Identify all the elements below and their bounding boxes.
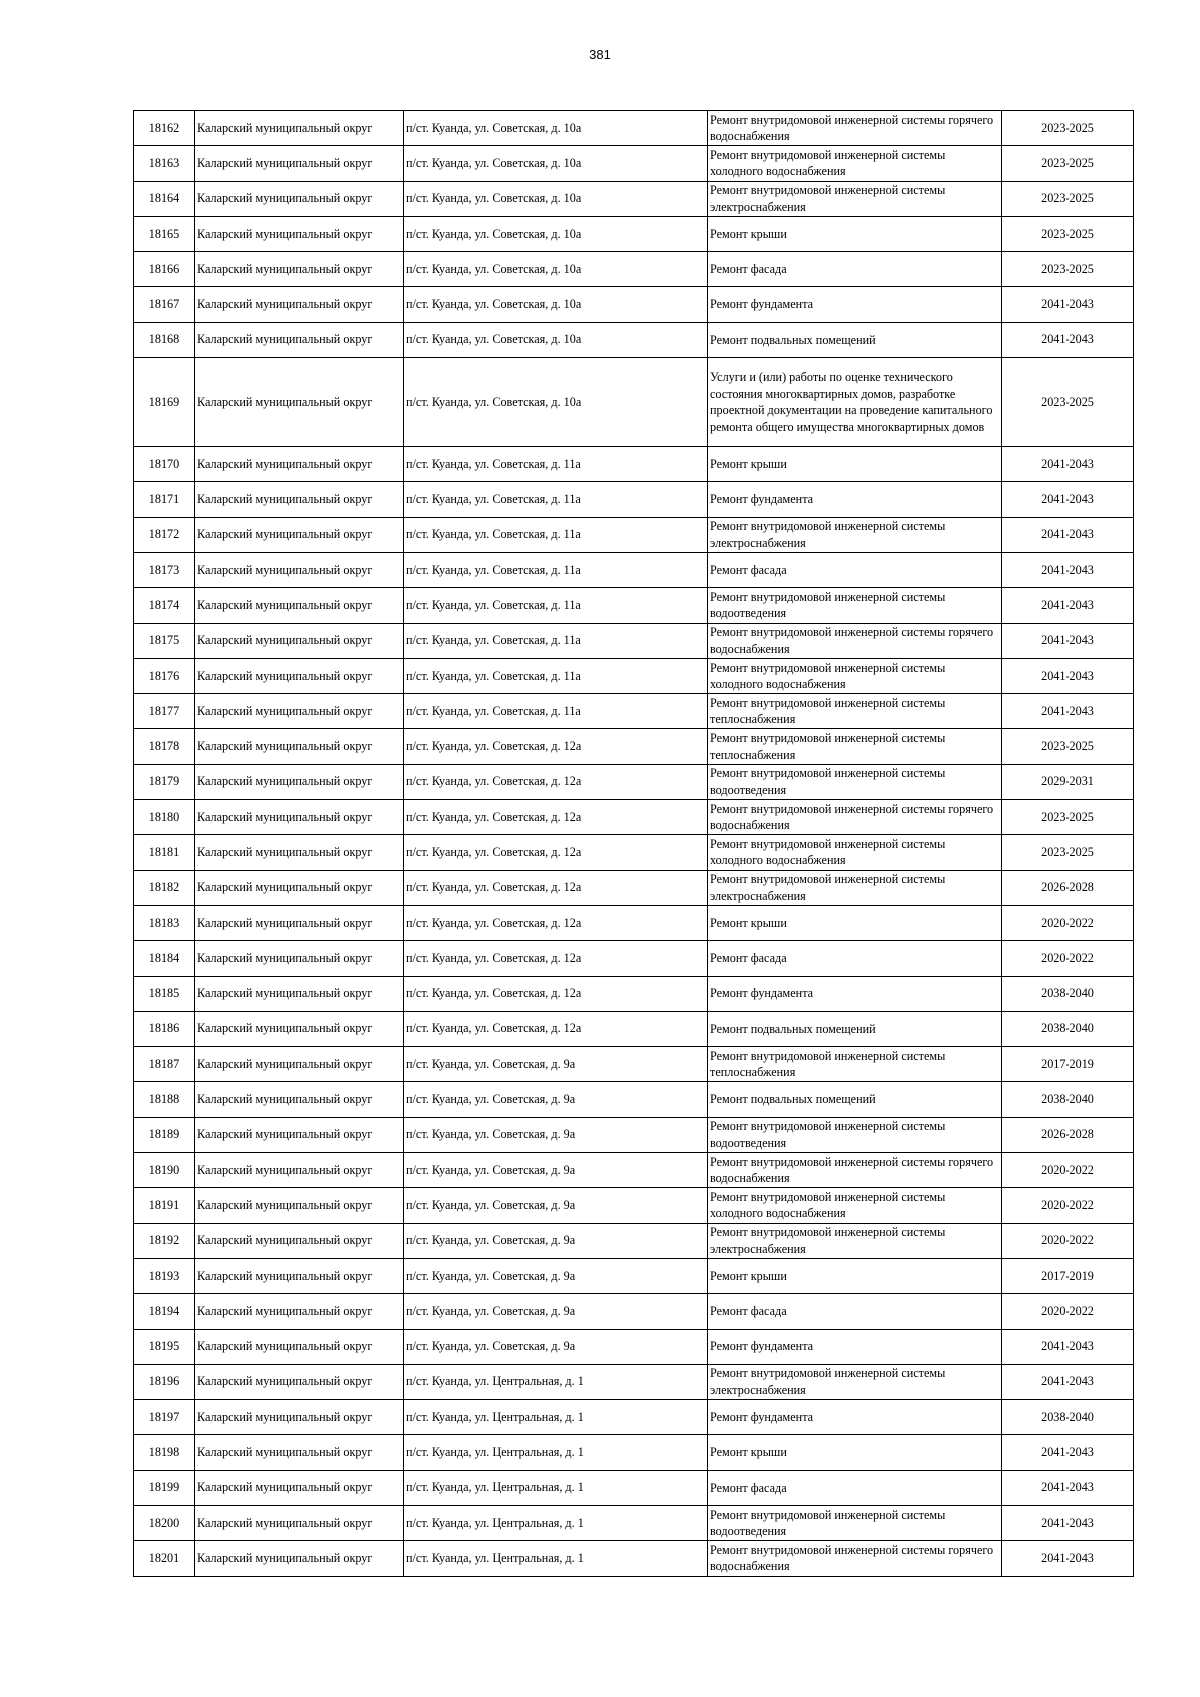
work-type-cell: Ремонт внутридомовой инженерной системы теплоснабжения	[708, 1047, 1002, 1082]
work-type-cell: Ремонт фасада	[708, 1294, 1002, 1329]
row-number-cell: 18184	[134, 941, 195, 976]
table-row	[134, 941, 1134, 976]
row-number-cell: 18162	[134, 111, 195, 146]
period-cell: 2041-2043	[1002, 588, 1134, 623]
row-number-cell: 18178	[134, 729, 195, 764]
address-cell: п/ст. Куанда, ул. Советская, д. 10а	[404, 111, 708, 146]
address-cell: п/ст. Куанда, ул. Советская, д. 9а	[404, 1329, 708, 1364]
table-row	[134, 1011, 1134, 1046]
period-cell: 2041-2043	[1002, 482, 1134, 517]
municipality-cell: Каларский муниципальный округ	[195, 447, 404, 482]
period-cell: 2026-2028	[1002, 1117, 1134, 1152]
work-type-cell: Ремонт внутридомовой инженерной системы горячего водоснабжения	[708, 111, 1002, 146]
work-type-cell: Ремонт внутридомовой инженерной системы холодного водоснабжения	[708, 835, 1002, 870]
table-row	[134, 976, 1134, 1011]
municipality-cell: Каларский муниципальный округ	[195, 623, 404, 658]
row-number-cell: 18174	[134, 588, 195, 623]
address-cell: п/ст. Куанда, ул. Центральная, д. 1	[404, 1400, 708, 1435]
address-cell: п/ст. Куанда, ул. Советская, д. 10а	[404, 181, 708, 216]
address-cell: п/ст. Куанда, ул. Советская, д. 12а	[404, 800, 708, 835]
period-cell: 2041-2043	[1002, 1541, 1134, 1576]
municipality-cell: Каларский муниципальный округ	[195, 905, 404, 940]
period-cell: 2041-2043	[1002, 1505, 1134, 1540]
address-cell: п/ст. Куанда, ул. Советская, д. 10а	[404, 358, 708, 447]
period-cell: 2023-2025	[1002, 835, 1134, 870]
period-cell: 2023-2025	[1002, 216, 1134, 251]
municipality-cell: Каларский муниципальный округ	[195, 764, 404, 799]
period-cell: 2041-2043	[1002, 1329, 1134, 1364]
address-cell: п/ст. Куанда, ул. Центральная, д. 1	[404, 1470, 708, 1505]
work-type-cell: Ремонт внутридомовой инженерной системы холодного водоснабжения	[708, 1188, 1002, 1223]
work-type-cell: Ремонт фундамента	[708, 1400, 1002, 1435]
municipality-cell: Каларский муниципальный округ	[195, 1188, 404, 1223]
period-cell: 2023-2025	[1002, 146, 1134, 181]
table-row	[134, 1117, 1134, 1152]
period-cell: 2020-2022	[1002, 1188, 1134, 1223]
work-type-cell: Ремонт фасада	[708, 552, 1002, 587]
table-row	[134, 146, 1134, 181]
page-number: 381	[589, 47, 611, 62]
table-row	[134, 358, 1134, 447]
row-number-cell: 18168	[134, 322, 195, 357]
work-type-cell: Ремонт фасада	[708, 1470, 1002, 1505]
row-number-cell: 18186	[134, 1011, 195, 1046]
row-number-cell: 18185	[134, 976, 195, 1011]
table-row	[134, 800, 1134, 835]
address-cell: п/ст. Куанда, ул. Советская, д. 10а	[404, 146, 708, 181]
address-cell: п/ст. Куанда, ул. Советская, д. 12а	[404, 976, 708, 1011]
period-cell: 2041-2043	[1002, 1470, 1134, 1505]
row-number-cell: 18164	[134, 181, 195, 216]
address-cell: п/ст. Куанда, ул. Советская, д. 12а	[404, 870, 708, 905]
work-type-cell: Ремонт внутридомовой инженерной системы водоотведения	[708, 1505, 1002, 1540]
table-row	[134, 588, 1134, 623]
work-type-cell: Ремонт внутридомовой инженерной системы теплоснабжения	[708, 694, 1002, 729]
address-cell: п/ст. Куанда, ул. Советская, д. 11а	[404, 517, 708, 552]
row-number-cell: 18167	[134, 287, 195, 322]
table-row	[134, 322, 1134, 357]
row-number-cell: 18188	[134, 1082, 195, 1117]
table-row	[134, 447, 1134, 482]
period-cell: 2023-2025	[1002, 111, 1134, 146]
table-row	[134, 1470, 1134, 1505]
row-number-cell: 18197	[134, 1400, 195, 1435]
work-type-cell: Ремонт фундамента	[708, 976, 1002, 1011]
period-cell: 2017-2019	[1002, 1258, 1134, 1293]
address-cell: п/ст. Куанда, ул. Советская, д. 9а	[404, 1047, 708, 1082]
work-type-cell: Ремонт внутридомовой инженерной системы водоотведения	[708, 588, 1002, 623]
period-cell: 2041-2043	[1002, 322, 1134, 357]
work-type-cell: Ремонт внутридомовой инженерной системы электроснабжения	[708, 1364, 1002, 1399]
municipality-cell: Каларский муниципальный округ	[195, 552, 404, 587]
address-cell: п/ст. Куанда, ул. Советская, д. 9а	[404, 1153, 708, 1188]
table-row	[134, 1223, 1134, 1258]
municipality-cell: Каларский муниципальный округ	[195, 1470, 404, 1505]
work-type-cell: Ремонт внутридомовой инженерной системы горячего водоснабжения	[708, 1153, 1002, 1188]
period-cell: 2029-2031	[1002, 764, 1134, 799]
municipality-cell: Каларский муниципальный округ	[195, 1258, 404, 1293]
work-type-cell: Ремонт внутридомовой инженерной системы электроснабжения	[708, 181, 1002, 216]
period-cell: 2041-2043	[1002, 623, 1134, 658]
row-number-cell: 18195	[134, 1329, 195, 1364]
table-row	[134, 1435, 1134, 1470]
table-row	[134, 764, 1134, 799]
municipality-cell: Каларский муниципальный округ	[195, 252, 404, 287]
municipality-cell: Каларский муниципальный округ	[195, 216, 404, 251]
period-cell: 2041-2043	[1002, 287, 1134, 322]
period-cell: 2020-2022	[1002, 1153, 1134, 1188]
work-type-cell: Ремонт внутридомовой инженерной системы электроснабжения	[708, 870, 1002, 905]
work-type-cell: Ремонт крыши	[708, 447, 1002, 482]
period-cell: 2041-2043	[1002, 694, 1134, 729]
address-cell: п/ст. Куанда, ул. Советская, д. 11а	[404, 694, 708, 729]
address-cell: п/ст. Куанда, ул. Советская, д. 9а	[404, 1082, 708, 1117]
table-row	[134, 1047, 1134, 1082]
municipality-cell: Каларский муниципальный округ	[195, 1364, 404, 1399]
table-row	[134, 729, 1134, 764]
municipality-cell: Каларский муниципальный округ	[195, 1082, 404, 1117]
table-row	[134, 1329, 1134, 1364]
municipality-cell: Каларский муниципальный округ	[195, 870, 404, 905]
row-number-cell: 18190	[134, 1153, 195, 1188]
table-row	[134, 1153, 1134, 1188]
period-cell: 2038-2040	[1002, 1082, 1134, 1117]
period-cell: 2041-2043	[1002, 1364, 1134, 1399]
address-cell: п/ст. Куанда, ул. Советская, д. 11а	[404, 658, 708, 693]
address-cell: п/ст. Куанда, ул. Советская, д. 12а	[404, 941, 708, 976]
work-type-cell: Ремонт внутридомовой инженерной системы теплоснабжения	[708, 729, 1002, 764]
address-cell: п/ст. Куанда, ул. Советская, д. 12а	[404, 1011, 708, 1046]
row-number-cell: 18165	[134, 216, 195, 251]
work-type-cell: Ремонт фундамента	[708, 287, 1002, 322]
table-row	[134, 181, 1134, 216]
table-row	[134, 252, 1134, 287]
work-type-cell: Ремонт внутридомовой инженерной системы водоотведения	[708, 1117, 1002, 1152]
municipality-cell: Каларский муниципальный округ	[195, 1329, 404, 1364]
work-type-cell: Услуги и (или) работы по оценке технического состояния многоквартирных домов, разработке проектной документации на проведение капитального ремонта общего имущества многоквартирных домов	[708, 358, 1002, 447]
work-type-cell: Ремонт внутридомовой инженерной системы холодного водоснабжения	[708, 658, 1002, 693]
municipality-cell: Каларский муниципальный округ	[195, 322, 404, 357]
table-row	[134, 658, 1134, 693]
period-cell: 2026-2028	[1002, 870, 1134, 905]
work-type-cell: Ремонт фасада	[708, 941, 1002, 976]
address-cell: п/ст. Куанда, ул. Советская, д. 9а	[404, 1223, 708, 1258]
address-cell: п/ст. Куанда, ул. Советская, д. 12а	[404, 905, 708, 940]
row-number-cell: 18177	[134, 694, 195, 729]
row-number-cell: 18173	[134, 552, 195, 587]
period-cell: 2038-2040	[1002, 976, 1134, 1011]
row-number-cell: 18193	[134, 1258, 195, 1293]
address-cell: п/ст. Куанда, ул. Советская, д. 12а	[404, 835, 708, 870]
municipality-cell: Каларский муниципальный округ	[195, 287, 404, 322]
work-type-cell: Ремонт внутридомовой инженерной системы горячего водоснабжения	[708, 800, 1002, 835]
table-row	[134, 905, 1134, 940]
municipality-cell: Каларский муниципальный округ	[195, 1117, 404, 1152]
municipality-cell: Каларский муниципальный округ	[195, 1223, 404, 1258]
row-number-cell: 18191	[134, 1188, 195, 1223]
address-cell: п/ст. Куанда, ул. Советская, д. 11а	[404, 552, 708, 587]
row-number-cell: 18187	[134, 1047, 195, 1082]
municipality-cell: Каларский муниципальный округ	[195, 835, 404, 870]
row-number-cell: 18172	[134, 517, 195, 552]
table-row	[134, 552, 1134, 587]
row-number-cell: 18171	[134, 482, 195, 517]
work-type-cell: Ремонт внутридомовой инженерной системы электроснабжения	[708, 1223, 1002, 1258]
address-cell: п/ст. Куанда, ул. Центральная, д. 1	[404, 1364, 708, 1399]
period-cell: 2017-2019	[1002, 1047, 1134, 1082]
table-row	[134, 1258, 1134, 1293]
work-type-cell: Ремонт фундамента	[708, 1329, 1002, 1364]
municipality-cell: Каларский муниципальный округ	[195, 658, 404, 693]
address-cell: п/ст. Куанда, ул. Советская, д. 9а	[404, 1258, 708, 1293]
table-row	[134, 111, 1134, 146]
work-type-cell: Ремонт внутридомовой инженерной системы электроснабжения	[708, 517, 1002, 552]
row-number-cell: 18175	[134, 623, 195, 658]
work-type-cell: Ремонт внутридомовой инженерной системы холодного водоснабжения	[708, 146, 1002, 181]
table-row	[134, 1294, 1134, 1329]
municipality-cell: Каларский муниципальный округ	[195, 800, 404, 835]
row-number-cell: 18179	[134, 764, 195, 799]
address-cell: п/ст. Куанда, ул. Советская, д. 11а	[404, 588, 708, 623]
municipality-cell: Каларский муниципальный округ	[195, 588, 404, 623]
row-number-cell: 18166	[134, 252, 195, 287]
table-row	[134, 870, 1134, 905]
address-cell: п/ст. Куанда, ул. Советская, д. 10а	[404, 252, 708, 287]
period-cell: 2023-2025	[1002, 800, 1134, 835]
address-cell: п/ст. Куанда, ул. Советская, д. 12а	[404, 764, 708, 799]
period-cell: 2020-2022	[1002, 941, 1134, 976]
work-type-cell: Ремонт крыши	[708, 905, 1002, 940]
table-row	[134, 835, 1134, 870]
municipality-cell: Каларский муниципальный округ	[195, 1153, 404, 1188]
row-number-cell: 18180	[134, 800, 195, 835]
municipality-cell: Каларский муниципальный округ	[195, 1505, 404, 1540]
row-number-cell: 18196	[134, 1364, 195, 1399]
period-cell: 2020-2022	[1002, 1294, 1134, 1329]
table-row	[134, 1505, 1134, 1540]
table-row	[134, 1364, 1134, 1399]
period-cell: 2041-2043	[1002, 552, 1134, 587]
row-number-cell: 18163	[134, 146, 195, 181]
row-number-cell: 18182	[134, 870, 195, 905]
table-row	[134, 287, 1134, 322]
municipality-cell: Каларский муниципальный округ	[195, 1047, 404, 1082]
address-cell: п/ст. Куанда, ул. Советская, д. 11а	[404, 623, 708, 658]
period-cell: 2041-2043	[1002, 517, 1134, 552]
work-type-cell: Ремонт фундамента	[708, 482, 1002, 517]
municipality-cell: Каларский муниципальный округ	[195, 694, 404, 729]
municipality-cell: Каларский муниципальный округ	[195, 146, 404, 181]
municipality-cell: Каларский муниципальный округ	[195, 976, 404, 1011]
address-cell: п/ст. Куанда, ул. Советская, д. 9а	[404, 1294, 708, 1329]
municipality-cell: Каларский муниципальный округ	[195, 1011, 404, 1046]
work-type-cell: Ремонт крыши	[708, 1435, 1002, 1470]
row-number-cell: 18192	[134, 1223, 195, 1258]
municipality-cell: Каларский муниципальный округ	[195, 111, 404, 146]
work-type-cell: Ремонт крыши	[708, 216, 1002, 251]
address-cell: п/ст. Куанда, ул. Советская, д. 11а	[404, 482, 708, 517]
municipality-cell: Каларский муниципальный округ	[195, 729, 404, 764]
work-type-cell: Ремонт подвальных помещений	[708, 1082, 1002, 1117]
table-row	[134, 1400, 1134, 1435]
address-cell: п/ст. Куанда, ул. Советская, д. 12а	[404, 729, 708, 764]
row-number-cell: 18181	[134, 835, 195, 870]
work-type-cell: Ремонт внутридомовой инженерной системы горячего водоснабжения	[708, 1541, 1002, 1576]
table-row	[134, 1082, 1134, 1117]
period-cell: 2023-2025	[1002, 729, 1134, 764]
table-row	[134, 694, 1134, 729]
work-type-cell: Ремонт внутридомовой инженерной системы водоотведения	[708, 764, 1002, 799]
work-type-cell: Ремонт внутридомовой инженерной системы горячего водоснабжения	[708, 623, 1002, 658]
work-type-cell: Ремонт подвальных помещений	[708, 1011, 1002, 1046]
municipality-cell: Каларский муниципальный округ	[195, 181, 404, 216]
table-row	[134, 1188, 1134, 1223]
municipality-cell: Каларский муниципальный округ	[195, 517, 404, 552]
row-number-cell: 18183	[134, 905, 195, 940]
table-row	[134, 482, 1134, 517]
address-cell: п/ст. Куанда, ул. Советская, д. 10а	[404, 322, 708, 357]
address-cell: п/ст. Куанда, ул. Центральная, д. 1	[404, 1435, 708, 1470]
period-cell: 2038-2040	[1002, 1011, 1134, 1046]
table-row	[134, 517, 1134, 552]
address-cell: п/ст. Куанда, ул. Советская, д. 10а	[404, 287, 708, 322]
row-number-cell: 18199	[134, 1470, 195, 1505]
row-number-cell: 18200	[134, 1505, 195, 1540]
municipality-cell: Каларский муниципальный округ	[195, 1541, 404, 1576]
period-cell: 2023-2025	[1002, 181, 1134, 216]
municipality-cell: Каларский муниципальный округ	[195, 358, 404, 447]
period-cell: 2038-2040	[1002, 1400, 1134, 1435]
address-cell: п/ст. Куанда, ул. Советская, д. 9а	[404, 1117, 708, 1152]
work-type-cell: Ремонт крыши	[708, 1258, 1002, 1293]
address-cell: п/ст. Куанда, ул. Советская, д. 10а	[404, 216, 708, 251]
period-cell: 2023-2025	[1002, 252, 1134, 287]
row-number-cell: 18194	[134, 1294, 195, 1329]
table-body	[134, 111, 1134, 1577]
table-row	[134, 623, 1134, 658]
capital-repair-table	[133, 110, 1134, 1577]
municipality-cell: Каларский муниципальный округ	[195, 1400, 404, 1435]
row-number-cell: 18189	[134, 1117, 195, 1152]
address-cell: п/ст. Куанда, ул. Советская, д. 9а	[404, 1188, 708, 1223]
row-number-cell: 18198	[134, 1435, 195, 1470]
municipality-cell: Каларский муниципальный округ	[195, 482, 404, 517]
address-cell: п/ст. Куанда, ул. Центральная, д. 1	[404, 1505, 708, 1540]
municipality-cell: Каларский муниципальный округ	[195, 1294, 404, 1329]
row-number-cell: 18170	[134, 447, 195, 482]
period-cell: 2020-2022	[1002, 1223, 1134, 1258]
period-cell: 2023-2025	[1002, 358, 1134, 447]
work-type-cell: Ремонт фасада	[708, 252, 1002, 287]
address-cell: п/ст. Куанда, ул. Центральная, д. 1	[404, 1541, 708, 1576]
row-number-cell: 18201	[134, 1541, 195, 1576]
row-number-cell: 18176	[134, 658, 195, 693]
row-number-cell: 18169	[134, 358, 195, 447]
period-cell: 2041-2043	[1002, 658, 1134, 693]
address-cell: п/ст. Куанда, ул. Советская, д. 11а	[404, 447, 708, 482]
municipality-cell: Каларский муниципальный округ	[195, 1435, 404, 1470]
period-cell: 2041-2043	[1002, 447, 1134, 482]
table-row	[134, 216, 1134, 251]
work-type-cell: Ремонт подвальных помещений	[708, 322, 1002, 357]
table-row	[134, 1541, 1134, 1576]
municipality-cell: Каларский муниципальный округ	[195, 941, 404, 976]
period-cell: 2041-2043	[1002, 1435, 1134, 1470]
period-cell: 2020-2022	[1002, 905, 1134, 940]
